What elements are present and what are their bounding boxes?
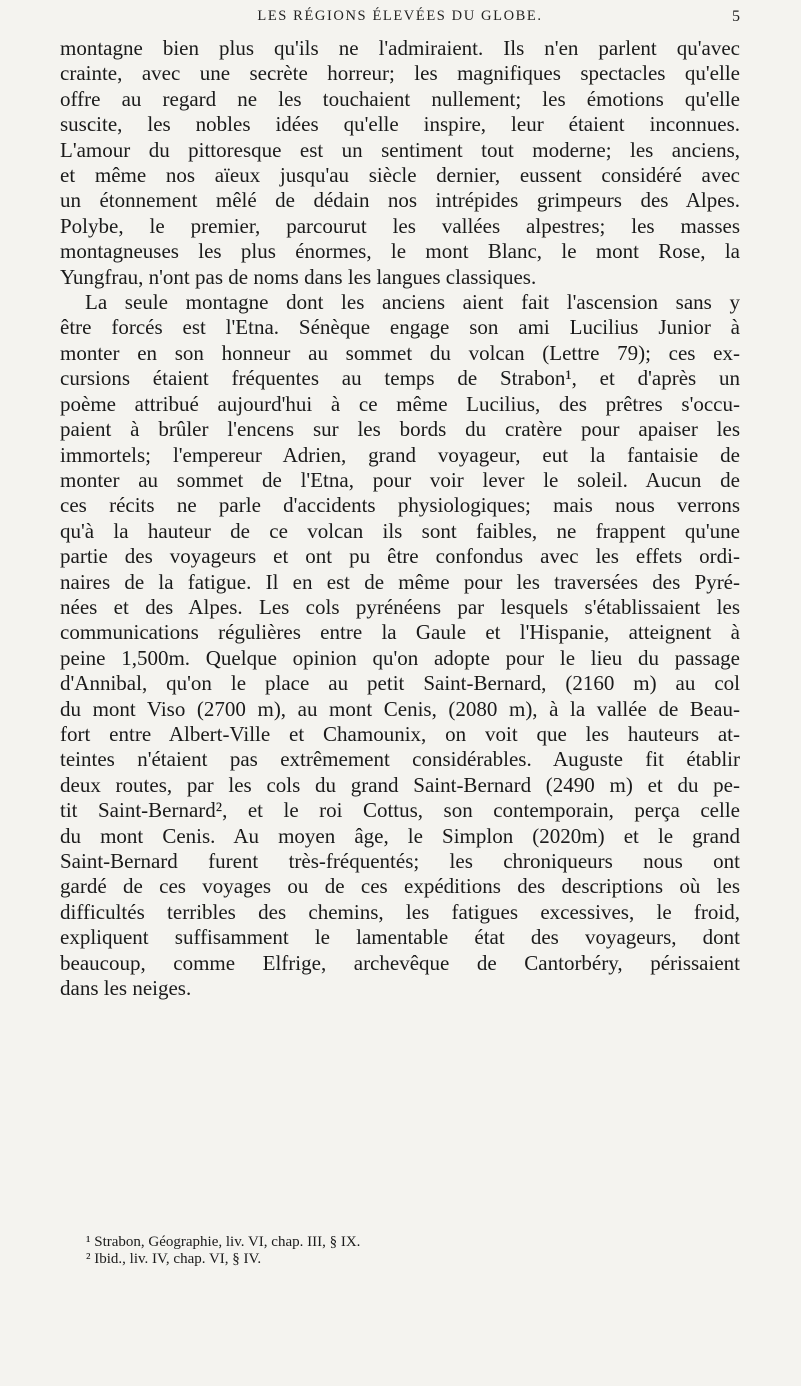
text-line: fort entre Albert-Ville et Chamounix, on voit que les hauteurs at- — [60, 721, 740, 746]
text-line: et même nos aïeux jusqu'au siècle dernier, eussent considéré avec — [60, 163, 740, 188]
text-line: difficultés terribles des chemins, les fatigues excessives, le froid, — [60, 899, 740, 924]
text-line: poème attribué aujourd'hui à ce même Lucilius, des prêtres s'occu- — [60, 391, 740, 416]
text-line: paient à brûler l'encens sur les bords du cratère pour apaiser les — [60, 417, 740, 442]
text-line: Polybe, le premier, parcourut les vallées alpestres; les masses — [60, 213, 740, 238]
text-line: du mont Viso (2700 m), au mont Cenis, (2080 m), à la vallée de Beau- — [60, 696, 740, 721]
text-line: cursions étaient fréquentes au temps de Strabon¹, et d'après un — [60, 366, 740, 391]
text-line: partie des voyageurs et ont pu être confondus avec les effets ordi- — [60, 544, 740, 569]
text-line: communications régulières entre la Gaule et l'Hispanie, atteignent à — [60, 620, 740, 645]
text-line: montagneuses les plus énormes, le mont Blanc, le mont Rose, la — [60, 239, 740, 264]
text-line: peine 1,500m. Quelque opinion qu'on adopte pour le lieu du passage — [60, 645, 740, 670]
text-line: crainte, avec une secrète horreur; les magnifiques spectacles qu'elle — [60, 61, 740, 86]
text-line: gardé de ces voyages ou de ces expéditions des descriptions où les — [60, 874, 740, 899]
text-line: un étonnement mêlé de dédain nos intrépides grimpeurs des Alpes. — [60, 188, 740, 213]
text-line: immortels; l'empereur Adrien, grand voyageur, eut la fantaisie de — [60, 442, 740, 467]
text-line: teintes n'étaient pas extrêmement considérables. Auguste fit établir — [60, 747, 740, 772]
text-line: dans les neiges. — [60, 976, 192, 1001]
text-line: beaucoup, comme Elfrige, archevêque de Cantorbéry, périssaient — [60, 950, 740, 975]
text-line: naires de la fatigue. Il en est de même pour les traversées des Pyré- — [60, 569, 740, 594]
body-text — [60, 36, 740, 1001]
text-line: L'amour du pittoresque est un sentiment tout moderne; les anciens, — [60, 137, 740, 162]
text-line: suscite, les nobles idées qu'elle inspire, leur étaient inconnues. — [60, 112, 740, 137]
text-line: qu'à la hauteur de ce volcan ils sont faibles, ne frappent qu'une — [60, 518, 740, 543]
text-line: être forcés est l'Etna. Sénèque engage son ami Lucilius Junior à — [60, 315, 740, 340]
text-line: Yungfrau, n'ont pas de noms dans les langues classiques. — [60, 264, 537, 289]
text-line: offre au regard ne les touchaient nullement; les émotions qu'elle — [60, 86, 740, 111]
text-line: nées et des Alpes. Les cols pyrénéens par lesquels s'établissaient les — [60, 594, 740, 619]
text-line: La seule montagne dont les anciens aient fait l'ascension sans y — [85, 290, 740, 315]
text-line: monter en son honneur au sommet du volcan (Lettre 79); ces ex- — [60, 340, 740, 365]
text-line: monter au sommet de l'Etna, pour voir lever le soleil. Aucun de — [60, 467, 740, 492]
text-line: expliquent suffisamment le lamentable état des voyageurs, dont — [60, 925, 740, 950]
text-line: montagne bien plus qu'ils ne l'admiraient. Ils n'en parlent qu'avec — [60, 36, 740, 60]
text-line: ces récits ne parle d'accidents physiologiques; mais nous verrons — [60, 493, 740, 518]
text-line: deux routes, par les cols du grand Saint-Bernard (2490 m) et du pe- — [60, 772, 740, 797]
page-header — [60, 8, 740, 32]
footnote-2: ² Ibid., liv. IV, chap. VI, § IV. — [86, 1251, 262, 1267]
text-line: d'Annibal, qu'on le place au petit Saint-Bernard, (2160 m) au col — [60, 671, 740, 696]
footnote-1: ¹ Strabon, Géographie, liv. VI, chap. III, § IX. — [86, 1234, 361, 1250]
text-line: du mont Cenis. Au moyen âge, le Simplon (2020m) et le grand — [60, 823, 740, 848]
page-number: 5 — [732, 8, 740, 25]
running-title: LES RÉGIONS ÉLEVÉES DU GLOBE. — [257, 8, 543, 24]
text-line: Saint-Bernard furent très-fréquentés; les chroniqueurs nous ont — [60, 849, 740, 873]
footnotes — [86, 1234, 726, 1268]
text-line: tit Saint-Bernard², et le roi Cottus, son contemporain, perça celle — [60, 798, 740, 823]
